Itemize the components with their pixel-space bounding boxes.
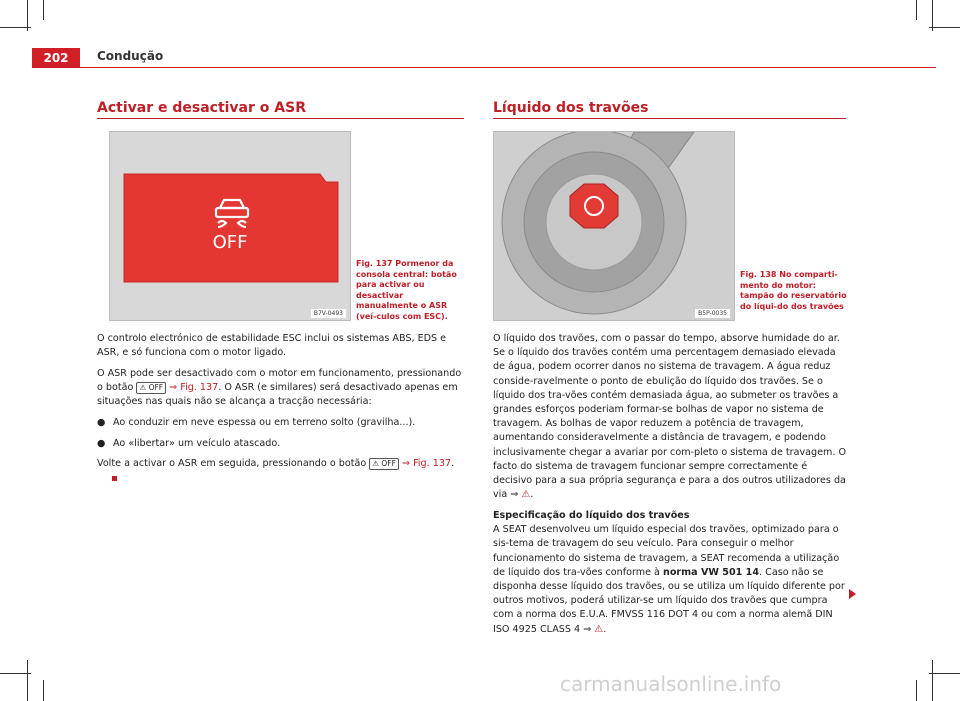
figure-ref-link[interactable]: ⇒ Fig. 137 [169,382,219,394]
figure-brake-cap [493,131,735,321]
page-number: 202 [32,48,80,68]
paragraph: O ASR pode ser desactivado com o motor em funcionamento, pressionando o botão ⚠︎ OFF ⇒ Fig. 137. O ASR (e similares) será desactivado apenas em situações nas quais não se alcança a tracção necessária: [97,367,462,408]
figure-code: B5P-0035 [695,309,730,318]
warning-icon[interactable]: ⚠ [521,489,531,501]
figure-code: B7V-0493 [311,309,346,318]
watermark: carmanualsonline.info [560,672,782,696]
figure-caption-138: Fig. 138 No comparti-mento do motor: tampão do reservatório do líqui-do dos travões [740,270,847,311]
figure-ref-link[interactable]: ⇒ Fig. 137 [401,458,452,470]
brake-cap-illustration [494,132,734,320]
off-label: OFF [212,232,248,253]
warning-icon[interactable]: ⚠ [594,623,604,635]
section-rule-asr [97,118,464,119]
asr-off-key: ⚠︎ OFF [369,458,399,470]
left-body [97,332,464,492]
paragraph: Volte a activar o ASR em seguida, pressionando o botão ⚠︎ OFF ⇒ Fig. 137. [97,457,464,485]
paragraph: O controlo electrónico de estabilidade ESC inclui os sistemas ABS, EDS e ASR, e só funciona com o motor ligado. [97,333,447,359]
asr-button-illustration [110,132,350,320]
section-title-brake-fluid: Líquido dos travões [493,100,649,116]
figure-caption-137: Fig. 137 Pormenor da consola central: botão para activar ou desactivar manualmente o ASR (veí-culos com ESC). [356,259,457,321]
figure-asr-button [109,131,351,321]
paragraph: A SEAT desenvolveu um líquido especial dos travões, optimizado para o sis-tema de travagem do seu veículo. Para conseguir o melhor funcionamento do sistema de travagem, a SEAT recomenda a utilização de líquido dos tra-vões conforme à norma VW 501 14. Caso não se disponha desse líquido dos travões, ou se utiliza um líquido diferente por outros motivos, poderá utilizar-se um líquido dos travões que cumpra com a norma dos E.U.A. FMVSS 116 DOT 4 ou com a norma alemã DIN ISO 4925 CLASS 4 ⇒ ⚠. [493,524,845,635]
right-body [493,332,848,643]
section-title-asr: Activar e desactivar o ASR [97,100,306,116]
paragraph: O líquido dos travões, com o passar do tempo, absorve humidade do ar. Se o líquido dos travões contém uma percentagem demasiado elevada de água, podem ocorrer danos no sistema de travagem. A água reduz conside-ravelmente o ponto de ebulição do líquido dos travões. Se o líquido dos tra-vões contém demasiada água, ao submeter os travões a grandes esforços poderiam formar-se bolhas de vapor no sistema de travagem. As bolhas de vapor reduzem a potência de travagem, aumentando consideravelmente a distância de travagem, e podendo inclusivamente chegar a avariar por com-pleto o sistema de travagem. O facto do sistema de travagem funcionar sempre correctamente é decisivo para a sua própria segurança e para a dos outros utilizadores da via ⇒ ⚠. [493,333,847,501]
continue-arrow-icon [849,589,856,599]
list-item: ● Ao conduzir em neve espessa ou em terreno solto (gravilha...). [97,417,416,429]
end-square-icon [112,476,117,481]
chapter-title: Condução [97,49,164,63]
list-item: ● Ao «libertar» um veículo atascado. [97,437,281,449]
header-rule [80,67,936,68]
asr-off-key: ⚠︎ OFF [136,382,166,394]
section-rule-brake [493,118,846,119]
spec-subtitle: Especificação do líquido dos travões [493,509,690,521]
